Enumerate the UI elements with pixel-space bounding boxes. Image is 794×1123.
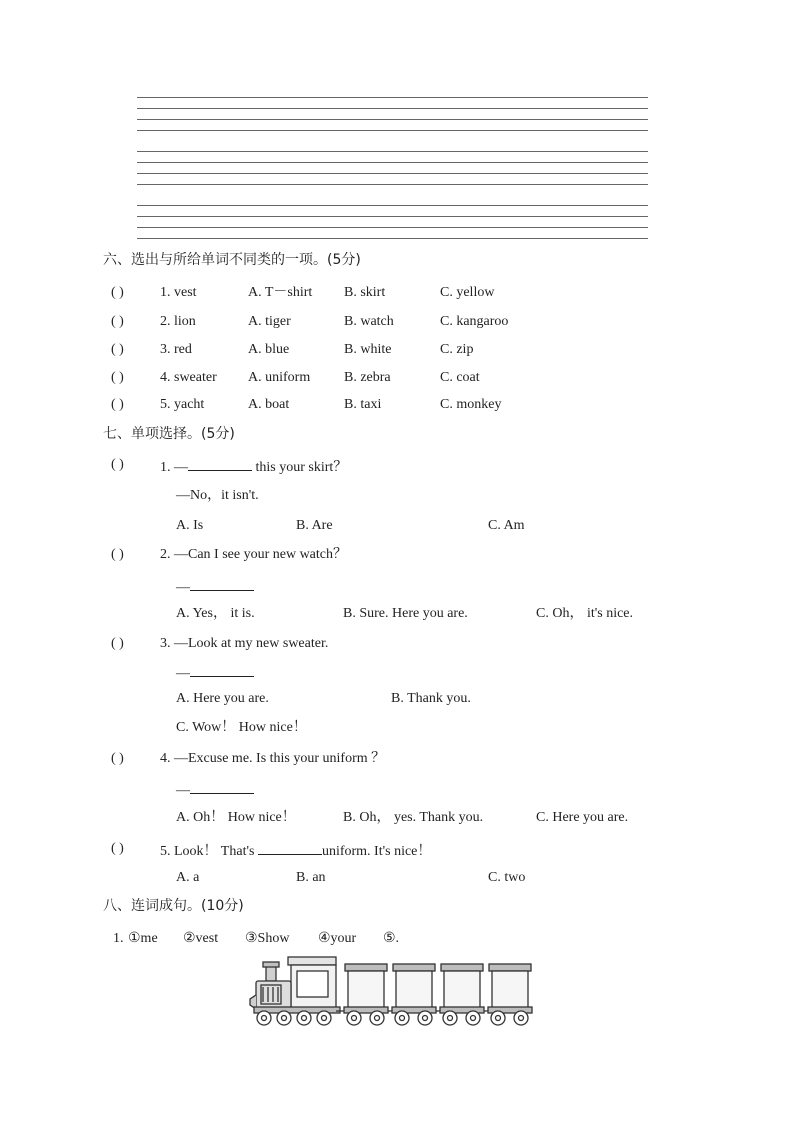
question-1-reply: —No，it isn't. (176, 488, 259, 503)
word-chip: ⑤. (383, 931, 400, 946)
answer-paren[interactable]: ( ) (111, 370, 124, 385)
question-1-post: this your skirt？ (252, 460, 348, 475)
answer-paren[interactable]: ( ) (111, 841, 124, 856)
option-c: C. kangaroo (440, 314, 509, 329)
option-c: C. Wow！ How nice！ (176, 720, 307, 735)
answer-paren[interactable]: ( ) (111, 751, 124, 766)
train-carriage (344, 964, 394, 1013)
reply-dash: — (176, 580, 190, 595)
option-a: A. a (176, 870, 200, 885)
train-carriage (488, 964, 532, 1013)
option-c: C. Oh， it's nice. (536, 606, 634, 621)
option-b: B. watch (344, 314, 394, 329)
question-5-post: uniform. It's nice！ (321, 844, 432, 859)
fill-blank[interactable] (190, 779, 254, 794)
word-chip: ②vest (183, 931, 219, 946)
question-3-reply (176, 662, 254, 683)
train-illustration (248, 955, 538, 1030)
answer-paren[interactable]: ( ) (111, 457, 124, 472)
answer-paren[interactable]: ( ) (111, 314, 124, 329)
question-1 (160, 456, 347, 477)
option-a: A. Here you are. (176, 691, 269, 706)
section6-heading: 六、选出与所给单词不同类的一项。(5分) (103, 252, 361, 268)
option-a: A. tiger (248, 314, 291, 329)
question-4: 4. —Excuse me. Is this your uniform ？ (160, 751, 386, 766)
option-b: B. zebra (344, 370, 391, 385)
option-b: B. Are (296, 518, 333, 533)
train-carriage (392, 964, 442, 1013)
fill-blank[interactable] (190, 576, 254, 591)
option-a: A. Oh！ How nice！ (176, 810, 296, 825)
option-b: B. Oh， yes. Thank you. (343, 810, 484, 825)
train-carriage (440, 964, 490, 1013)
fill-blank[interactable] (258, 840, 322, 855)
option-a: A. Yes， it is. (176, 606, 255, 621)
answer-paren[interactable]: ( ) (111, 547, 124, 562)
option-c: C. zip (440, 342, 474, 357)
question-4-reply (176, 779, 254, 800)
answer-paren[interactable]: ( ) (111, 285, 124, 300)
option-a: A. T－shirt (248, 285, 313, 300)
option-c: C. yellow (440, 285, 495, 300)
question-3: 3. —Look at my new sweater. (160, 636, 329, 651)
item-word: 4. sweater (160, 370, 217, 385)
answer-paren[interactable]: ( ) (111, 636, 124, 651)
option-b: B. an (296, 870, 326, 885)
option-b: B. taxi (344, 397, 382, 412)
option-c: C. Here you are. (536, 810, 629, 825)
option-c: C. two (488, 870, 526, 885)
reply-dash: — (176, 783, 190, 798)
word-chip: ①me (128, 931, 158, 946)
option-c: C. Am (488, 518, 525, 533)
train-locomotive (250, 957, 346, 1013)
option-b: B. Thank you. (391, 691, 471, 706)
option-b: B. white (344, 342, 392, 357)
question-number: 1. (113, 931, 124, 946)
question-5 (160, 840, 431, 861)
answer-paren[interactable]: ( ) (111, 342, 124, 357)
option-a: A. boat (248, 397, 290, 412)
fill-blank[interactable] (188, 456, 252, 471)
word-chip: ③Show (245, 931, 290, 946)
item-word: 1. vest (160, 285, 197, 300)
fill-blank[interactable] (190, 662, 254, 677)
question-2: 2. —Can I see your new watch？ (160, 547, 348, 562)
option-a: A. Is (176, 518, 204, 533)
option-c: C. coat (440, 370, 480, 385)
word-chip: ④your (318, 931, 357, 946)
option-a: A. uniform (248, 370, 311, 385)
question-2-reply (176, 576, 254, 597)
item-word: 5. yacht (160, 397, 205, 412)
question-5-pre: 5. Look！ That's (160, 844, 258, 859)
option-b: B. Sure. Here you are. (343, 606, 468, 621)
section8-heading: 八、连词成句。(10分) (103, 898, 244, 914)
option-a: A. blue (248, 342, 290, 357)
section7-heading: 七、单项选择。(5分) (103, 426, 235, 442)
question-1-pre: 1. — (160, 460, 188, 475)
item-word: 2. lion (160, 314, 196, 329)
option-b: B. skirt (344, 285, 386, 300)
item-word: 3. red (160, 342, 192, 357)
option-c: C. monkey (440, 397, 502, 412)
reply-dash: — (176, 666, 190, 681)
answer-paren[interactable]: ( ) (111, 397, 124, 412)
